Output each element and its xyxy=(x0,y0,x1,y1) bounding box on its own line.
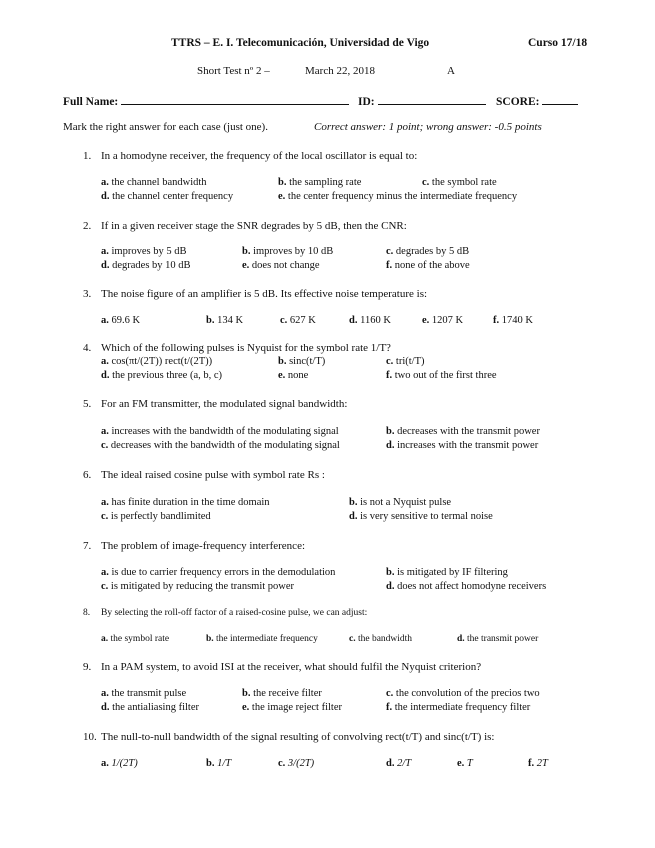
score-label: SCORE: xyxy=(496,96,540,108)
test-date: March 22, 2018 xyxy=(305,65,375,77)
question-text: The ideal raised cosine pulse with symbol rate Rs : xyxy=(101,469,325,481)
question-text: The noise figure of an amplifier is 5 dB. Its effective noise temperature is: xyxy=(101,288,428,300)
question-number: 7. xyxy=(83,540,92,552)
question-text: By selecting the roll-off factor of a raised-cosine pulse, we can adjust: xyxy=(101,608,368,618)
question-number: 2. xyxy=(83,220,92,232)
option[interactable]: a. the channel bandwidth xyxy=(101,177,207,188)
option[interactable]: e. none xyxy=(278,370,309,381)
test-version: A xyxy=(447,65,455,77)
option[interactable]: f. the intermediate frequency filter xyxy=(386,702,531,713)
question-text: For an FM transmitter, the modulated signal bandwidth: xyxy=(101,398,348,410)
option[interactable]: e. T xyxy=(457,758,473,769)
option[interactable]: b. the sampling rate xyxy=(278,177,362,188)
option[interactable]: d. does not affect homodyne receivers xyxy=(386,581,547,592)
option[interactable]: d. is very sensitive to termal noise xyxy=(349,511,493,522)
id-label: ID: xyxy=(358,96,375,108)
option[interactable]: c. degrades by 5 dB xyxy=(386,246,470,257)
option[interactable]: b. is not a Nyquist pulse xyxy=(349,497,452,508)
question-number: 3. xyxy=(83,288,92,300)
name-label: Full Name: xyxy=(63,96,119,108)
question-text: In a homodyne receiver, the frequency of the local oscillator is equal to: xyxy=(101,150,418,162)
test-label: Short Test nº 2 – xyxy=(197,65,270,77)
option[interactable]: c. the convolution of the precios two xyxy=(386,688,540,699)
option[interactable]: d. the transmit power xyxy=(457,634,539,644)
id-field[interactable] xyxy=(378,93,486,105)
question-text: If in a given receiver stage the SNR degrades by 5 dB, then the CNR: xyxy=(101,220,407,232)
option[interactable]: f. 1740 K xyxy=(493,315,533,326)
option[interactable]: f. 2T xyxy=(528,758,548,769)
instructions: Mark the right answer for each case (just one). xyxy=(63,121,268,133)
option[interactable]: b. sinc(t/T) xyxy=(278,356,326,367)
option[interactable]: a. increases with the bandwidth of the modulating signal xyxy=(101,426,339,437)
option[interactable]: f. none of the above xyxy=(386,260,470,271)
question-number: 8. xyxy=(83,608,91,618)
option[interactable]: e. 1207 K xyxy=(422,315,464,326)
option[interactable]: d. degrades by 10 dB xyxy=(101,260,191,271)
option[interactable]: a. 69.6 K xyxy=(101,315,141,326)
id-row xyxy=(358,93,486,108)
option[interactable]: b. 134 K xyxy=(206,315,244,326)
question-number: 6. xyxy=(83,469,92,481)
option[interactable]: b. 1/T xyxy=(206,758,232,769)
option[interactable]: c. the bandwidth xyxy=(349,634,413,644)
option[interactable]: e. does not change xyxy=(242,260,320,271)
question-text: In a PAM system, to avoid ISI at the receiver, what should fulfil the Nyquist criterion? xyxy=(101,661,482,673)
question-number: 1. xyxy=(83,150,92,162)
option[interactable]: a. the transmit pulse xyxy=(101,688,187,699)
option[interactable]: d. the channel center frequency xyxy=(101,191,234,202)
question-number: 9. xyxy=(83,661,92,673)
score-field[interactable] xyxy=(542,93,578,105)
question-text: Which of the following pulses is Nyquist for the symbol rate 1/T? xyxy=(101,342,391,354)
option[interactable]: c. the symbol rate xyxy=(422,177,497,188)
score-row xyxy=(496,93,578,108)
option[interactable]: a. 1/(2T) xyxy=(101,758,138,769)
option[interactable]: b. the intermediate frequency xyxy=(206,634,318,644)
option[interactable]: a. is due to carrier frequency errors in the demodulation xyxy=(101,567,336,578)
option[interactable]: a. has finite duration in the time domain xyxy=(101,497,270,508)
option[interactable]: c. tri(t/T) xyxy=(386,356,425,367)
name-row xyxy=(63,93,349,108)
option[interactable]: a. improves by 5 dB xyxy=(101,246,187,257)
question-text: The null-to-null bandwidth of the signal resulting of convolving rect(t/T) and sinc(t/T) is: xyxy=(101,731,495,743)
option[interactable]: d. the antialiasing filter xyxy=(101,702,199,713)
option[interactable]: e. the center frequency minus the intermediate frequency xyxy=(278,191,518,202)
option[interactable]: d. 1160 K xyxy=(349,315,391,326)
scoring-note: Correct answer: 1 point; wrong answer: -0.5 points xyxy=(314,121,542,133)
option[interactable]: f. two out of the first three xyxy=(386,370,497,381)
option[interactable]: b. is mitigated by IF filtering xyxy=(386,567,508,578)
option[interactable]: b. improves by 10 dB xyxy=(242,246,334,257)
option[interactable]: b. decreases with the transmit power xyxy=(386,426,540,437)
option[interactable]: c. 627 K xyxy=(280,315,316,326)
option[interactable]: a. the symbol rate xyxy=(101,634,170,644)
name-field[interactable] xyxy=(121,93,349,105)
option[interactable]: c. decreases with the bandwidth of the modulating signal xyxy=(101,440,340,451)
option[interactable]: c. is mitigated by reducing the transmit power xyxy=(101,581,295,592)
question-text: The problem of image-frequency interference: xyxy=(101,540,306,552)
institution-title: TTRS – E. I. Telecomunicación, Universidad de Vigo xyxy=(171,37,430,49)
option[interactable]: d. 2/T xyxy=(386,758,412,769)
course-label: Curso 17/18 xyxy=(528,37,588,49)
option[interactable]: b. the receive filter xyxy=(242,688,322,699)
option[interactable]: d. increases with the transmit power xyxy=(386,440,539,451)
option[interactable]: e. the image reject filter xyxy=(242,702,342,713)
option[interactable]: c. is perfectly bandlimited xyxy=(101,511,211,522)
question-number: 10. xyxy=(83,731,97,743)
option[interactable]: d. the previous three (a, b, c) xyxy=(101,370,223,381)
question-number: 4. xyxy=(83,342,92,354)
option[interactable]: a. cos(πt/(2T)) rect(t/(2T)) xyxy=(101,356,213,367)
question-number: 5. xyxy=(83,398,92,410)
option[interactable]: c. 3/(2T) xyxy=(278,758,315,769)
